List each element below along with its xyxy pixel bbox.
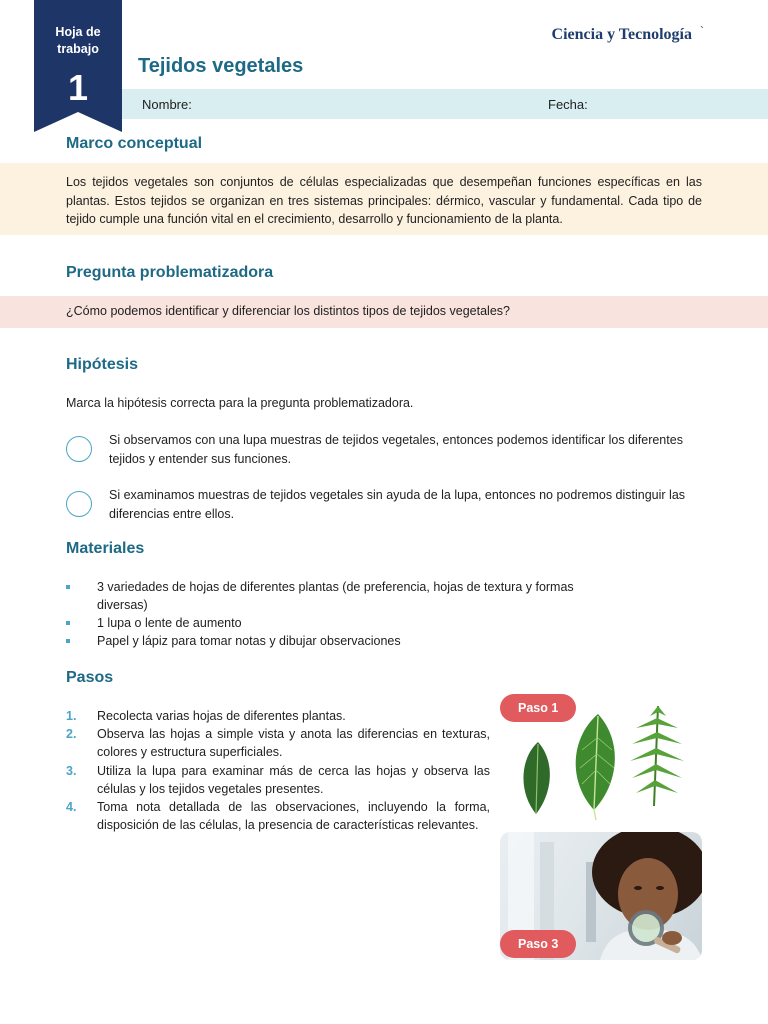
list-item: Papel y lápiz para tomar notas y dibujar observaciones (66, 632, 626, 650)
step-text: Recolecta varias hojas de diferentes plantas. (97, 709, 346, 723)
pregunta-text: ¿Cómo podemos identificar y diferenciar los distintos tipos de tejidos vegetales? (66, 304, 510, 318)
materiales-heading: Materiales (66, 540, 145, 557)
worksheet-number: 1 (67, 67, 89, 108)
step-text: Toma nota detallada de las observaciones, incluyendo la forma, disposición de las células, la presencia de características relevantes. (97, 800, 490, 833)
leaves-photo (500, 698, 700, 822)
hypothesis-option-1-radio[interactable] (66, 436, 92, 462)
hypothesis-option-2-text: Si examinamos muestras de tejidos vegetales sin ayuda de la lupa, entonces no podremos distinguir las diferencias entre ellos. (109, 488, 686, 521)
hipotesis-instruction: Marca la hipótesis correcta para la pregunta problematizadora. (66, 396, 414, 410)
pasos-heading: Pasos (66, 669, 114, 686)
materials-list (66, 578, 626, 650)
step-text: Utiliza la lupa para examinar más de cerca las hojas y observa las células y los tejidos vegetales presentes. (97, 763, 490, 796)
step-number: 1. (66, 709, 77, 723)
step-item (66, 798, 490, 834)
subject-title: Ciencia y Tecnología (551, 26, 692, 43)
pregunta-heading: Pregunta problematizadora (66, 264, 274, 281)
steps-list (66, 707, 490, 834)
step-item (66, 725, 490, 761)
date-label: Fecha: (548, 97, 588, 112)
marco-text: Los tejidos vegetales son conjuntos de células especializadas que desempeñan funciones específicas en las plantas. Estos tejidos se organizan en tres sistemas principales: dérmico, vascular y fundamental. Cada tipo de tejido cumple una función vital en el crecimiento, desarrollo y funcionamiento de la planta. (66, 175, 702, 226)
step-item (66, 762, 490, 798)
worksheet-badge-notch (34, 112, 122, 132)
step-item (66, 707, 490, 725)
marco-heading: Marco conceptual (66, 135, 203, 152)
name-label: Nombre: (142, 97, 192, 112)
step-3-pill: Paso 3 (500, 930, 576, 958)
step-number: 2. (66, 727, 77, 742)
child-magnifier-photo (500, 832, 702, 960)
list-item: 1 lupa o lente de aumento (66, 614, 626, 632)
subject-mark: ` (700, 24, 704, 38)
step-1-pill: Paso 1 (500, 694, 576, 722)
step-text: Observa las hojas a simple vista y anota las diferencias en texturas, colores y estructura superficiales. (97, 727, 490, 760)
step-number: 4. (66, 800, 77, 815)
hypothesis-option-2-radio[interactable] (66, 491, 92, 517)
name-date-bar (122, 89, 768, 119)
page-title: Tejidos vegetales (138, 55, 304, 77)
list-item: 3 variedades de hojas de diferentes plantas (de preferencia, hojas de textura y formas diversas) (66, 578, 626, 614)
step-number: 3. (66, 763, 77, 778)
hypothesis-option-1-text: Si observamos con una lupa muestras de tejidos vegetales, entonces podemos identificar los diferentes tejidos y entender sus funciones. (109, 433, 683, 466)
hipotesis-heading: Hipótesis (66, 356, 139, 373)
worksheet-badge-label: Hoja de trabajo (55, 25, 101, 56)
